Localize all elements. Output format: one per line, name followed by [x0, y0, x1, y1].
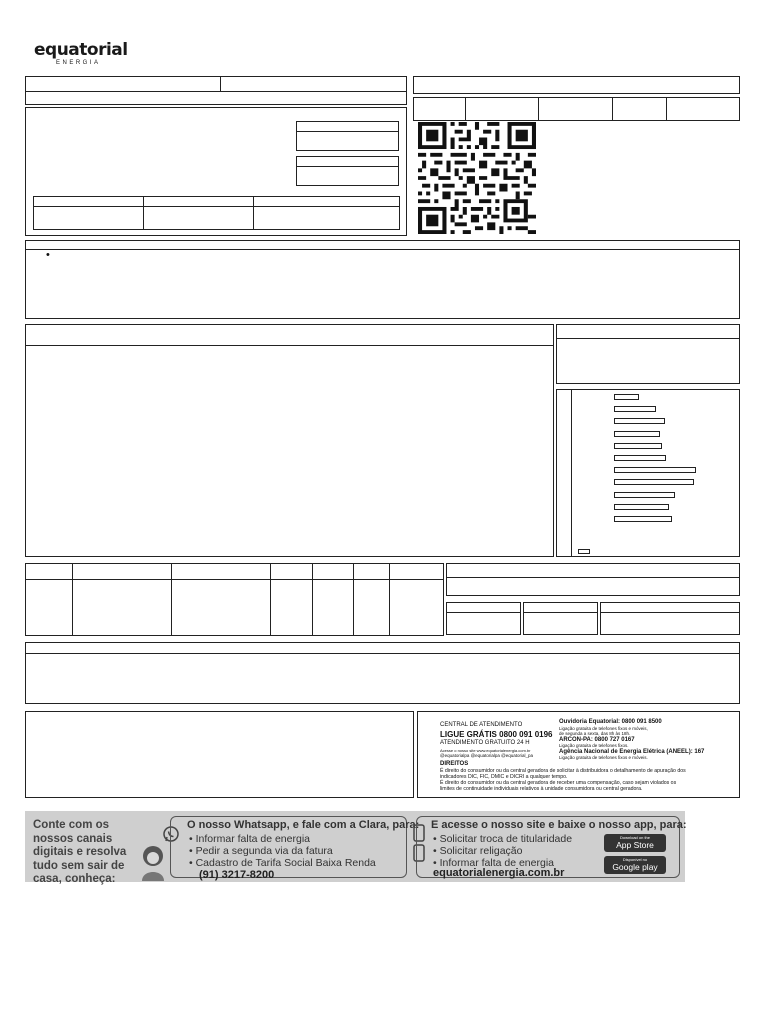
site-app-panel — [416, 816, 687, 879]
history-bar — [614, 431, 660, 437]
message-bullet: • — [46, 249, 50, 261]
chart-axis — [571, 389, 572, 557]
digital-channels-banner — [25, 811, 687, 885]
tax-field-3 — [600, 602, 740, 635]
message-box — [25, 240, 740, 319]
summary-box — [556, 324, 740, 384]
history-bar — [614, 467, 696, 473]
social-handles: @equatorialpa @equatorialpa @equatorial_pa — [440, 753, 534, 758]
direitos-line-2: indicadores DIC, FIC, DMIC e DICRI a qualquer tempo. — [440, 774, 568, 780]
app-store-small-text: Download on the — [619, 835, 651, 840]
divider — [538, 97, 539, 121]
divider — [446, 577, 740, 578]
divider — [666, 97, 667, 121]
divider — [296, 131, 399, 132]
divider — [72, 563, 73, 636]
direitos-line-1: É direito do consumidor ou da central geradora de solicitar à distribuidora o detalhamento de apuração dos — [440, 768, 686, 774]
history-bar — [614, 492, 675, 498]
qr-code — [418, 122, 536, 234]
divider — [33, 206, 400, 207]
google-play-text: Google play — [612, 862, 658, 872]
logo-subtitle: ENERGIA — [56, 60, 101, 66]
google-play-small-text: Disponível no — [622, 857, 648, 862]
arcon: ARCON-PA: 0800 727 0167 — [559, 737, 635, 743]
aneel: Agência Nacional de Energia Elétrica (ANEEL): 167 — [559, 749, 705, 755]
whatsapp-item-1: • Informar falta de energia — [189, 833, 310, 845]
divider — [312, 563, 313, 636]
divider — [171, 563, 172, 636]
site-title: E acesse o nosso site e baixe o nosso app, para: — [431, 819, 687, 831]
divider — [296, 166, 399, 167]
divider — [600, 612, 740, 613]
quality-indicators-box — [25, 711, 414, 798]
site-item-1: • Solicitar troca de titularidade — [433, 833, 573, 845]
ouvidoria-sub-1: Ligação gratuita de telefones fixos e móveis, — [559, 726, 648, 731]
field-table — [33, 196, 400, 230]
whatsapp-title: O nosso Whatsapp, e fale com a Clara, para: — [187, 819, 420, 831]
company-logo — [34, 40, 128, 69]
divider — [465, 97, 466, 121]
history-bar — [614, 394, 639, 400]
notes-box — [25, 642, 740, 704]
whatsapp-panel — [170, 816, 420, 881]
history-bar — [614, 504, 669, 510]
divider — [270, 563, 271, 636]
tax-field-1 — [446, 602, 521, 635]
ouvidoria: Ouvidoria Equatorial: 0800 091 8500 — [559, 719, 662, 725]
direitos-title: DIREITOS — [440, 761, 469, 767]
aneel-sub: Ligação gratuita de telefones fixos e móveis. — [559, 755, 648, 760]
ligue-gratis: LIGUE GRÁTIS 0800 091 0196 — [440, 730, 553, 739]
direitos-line-3: É direito do consumidor ou da central geradora de receber uma compensação, caso sejam violados os — [440, 780, 677, 786]
history-bar — [614, 406, 656, 412]
divider — [253, 196, 254, 230]
site-url[interactable]: equatorialenergia.com.br — [433, 867, 565, 879]
history-bar — [614, 418, 665, 424]
whatsapp-number: (91) 3217-8200 — [199, 869, 275, 881]
divider — [446, 612, 521, 613]
divider — [25, 249, 740, 250]
payment-values-row — [413, 97, 740, 121]
divider — [25, 91, 407, 92]
divider — [353, 563, 354, 636]
google-play-badge[interactable] — [604, 856, 666, 874]
assistant-illustration — [137, 843, 169, 881]
tax-box — [446, 563, 740, 596]
site-text: Acesse o nosso site www.equatorialenergia.com.br — [440, 748, 531, 753]
field-box-1 — [296, 121, 399, 151]
divider — [612, 97, 613, 121]
ouvidoria-sub-2: de segunda a sexta, das 8h às 18h. — [559, 731, 631, 736]
divider — [25, 653, 740, 654]
divider — [523, 612, 598, 613]
atendimento-24h: ATENDIMENTO GRATUITO 24 H — [440, 740, 530, 746]
history-bar — [614, 443, 662, 449]
divider — [220, 76, 221, 91]
history-bar — [614, 479, 694, 485]
banner-lead-text: Conte com os nossos canais digitais e resolva tudo sem sair de casa, conheça: — [33, 819, 127, 885]
payment-header-box — [413, 76, 740, 94]
billing-items-box — [25, 324, 554, 557]
arcon-sub: Ligação gratuita de telefones fixos. — [559, 743, 629, 748]
tax-field-2 — [523, 602, 598, 635]
app-store-badge[interactable] — [604, 834, 666, 852]
central-title: CENTRAL DE ATENDIMENTO — [440, 722, 523, 728]
divider — [143, 196, 144, 230]
logo-wordmark: equatorial — [34, 40, 128, 60]
divider — [25, 579, 444, 580]
history-bar-baseline — [578, 549, 590, 554]
direitos-line-4: limites de continuidade individuais relativos à unidade consumidora ou central geradora. — [440, 786, 643, 792]
whatsapp-item-2: • Pedir a segunda via da fatura — [189, 845, 333, 857]
history-bar — [614, 516, 672, 522]
app-store-text: App Store — [616, 840, 654, 850]
divider — [556, 338, 740, 339]
site-item-3: • Informar falta de energia — [433, 857, 554, 869]
history-bar — [614, 455, 666, 461]
whatsapp-item-3: • Cadastro de Tarifa Social Baixa Renda — [189, 857, 376, 869]
site-item-2: • Solicitar religação — [433, 845, 523, 857]
divider — [25, 345, 554, 346]
measurement-table — [25, 563, 444, 636]
divider — [389, 563, 390, 636]
field-box-2 — [296, 156, 399, 186]
